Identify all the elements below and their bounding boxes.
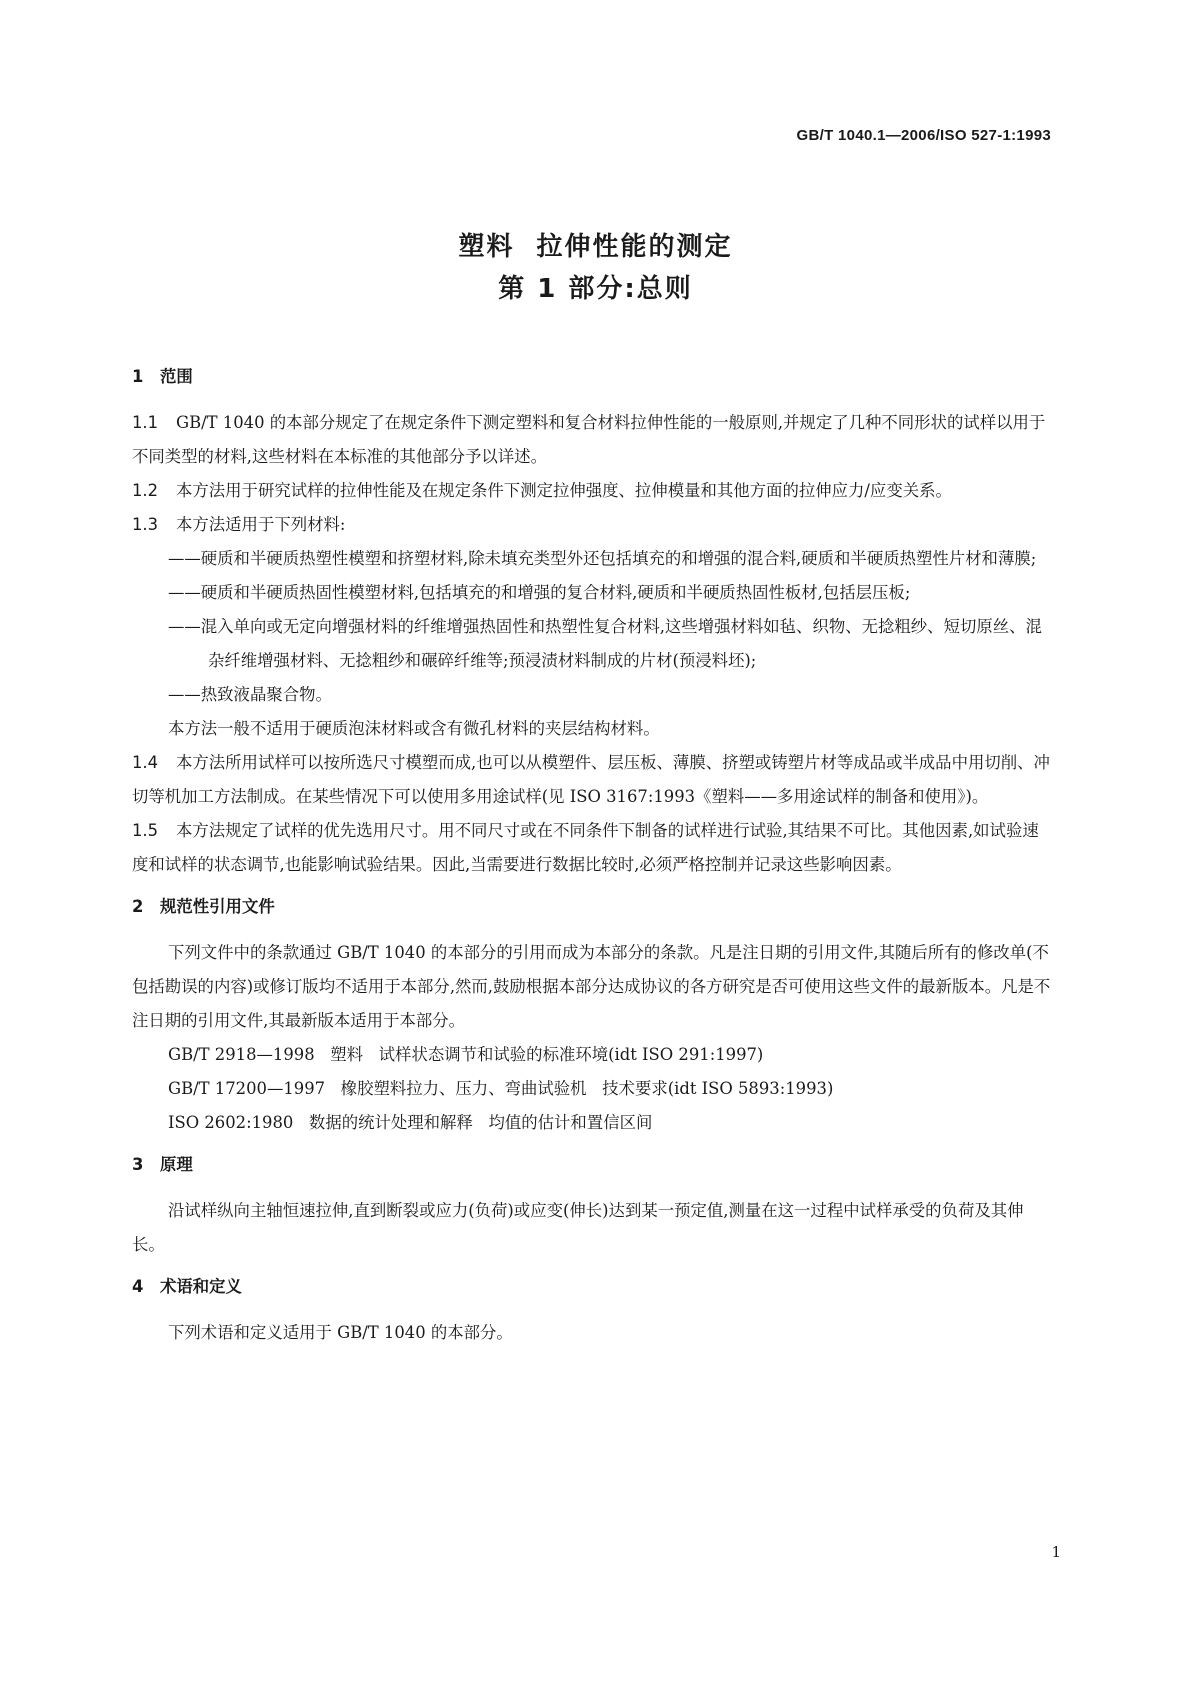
section-number: 3 xyxy=(132,1155,144,1174)
section-heading-normative-references xyxy=(132,890,1052,924)
section-heading-scope xyxy=(132,360,1052,394)
terms-text: 下列术语和定义适用于 GB/T 1040 的本部分。 xyxy=(168,1323,513,1342)
principle-text: 沿试样纵向主轴恒速拉伸,直到断裂或应力(负荷)或应变(伸长)达到某一预定值,测量在这一过程中试样承受的负荷及其伸长。 xyxy=(132,1201,1024,1254)
page-number: 1 xyxy=(1051,1543,1061,1561)
clause-number: 1.2 xyxy=(132,481,159,500)
clause-1-5 xyxy=(132,814,1052,882)
document-body xyxy=(132,360,1052,1350)
section-heading-principle xyxy=(132,1148,1052,1182)
clause-text: 本方法所用试样可以按所选尺寸模塑而成,也可以从模塑件、层压板、薄膜、挤塑或铸塑片材等成品或半成品中用切削、冲切等机加工方法制成。在某些情况下可以使用多用途试样(见 ISO 3167:1993《塑料——多用途试样的制备和使用》)。 xyxy=(132,753,1050,806)
list-item: ——热致液晶聚合物。 xyxy=(168,685,332,704)
list-item: ——硬质和半硬质热塑性模塑和挤塑材料,除未填充类型外还包括填充的和增强的混合料,硬质和半硬质热塑性片材和薄膜; xyxy=(168,549,1037,568)
section-number: 2 xyxy=(132,897,144,916)
clause-text: 本方法用于研究试样的拉伸性能及在规定条件下测定拉伸强度、拉伸模量和其他方面的拉伸应力/应变关系。 xyxy=(176,481,952,500)
clause-1-3 xyxy=(132,508,1052,542)
clause-number: 1.1 xyxy=(132,413,159,432)
clause-1-2 xyxy=(132,474,1052,508)
clause-number: 1.5 xyxy=(132,821,159,840)
references-intro: 下列文件中的条款通过 GB/T 1040 的本部分的引用而成为本部分的条款。凡是注日期的引用文件,其随后所有的修改单(不包括勘误的内容)或修订版均不适用于本部分,然而,鼓励根据本部分达成协议的各方研究是否可使用这些文件的最新版本。凡是不注日期的引用文件,其最新版本适用于本部分。 xyxy=(132,943,1051,1030)
section-title: 范围 xyxy=(160,367,193,386)
reference-item: GB/T 17200—1997 橡胶塑料拉力、压力、弯曲试验机 技术要求(idt ISO 5893:1993) xyxy=(168,1079,834,1098)
document-subtitle: 第 1 部分:总则 xyxy=(498,274,693,304)
section-number: 1 xyxy=(132,367,144,386)
clause-note: 本方法一般不适用于硬质泡沫材料或含有微孔材料的夹层结构材料。 xyxy=(168,719,660,738)
section-title: 术语和定义 xyxy=(160,1277,242,1296)
reference-item: ISO 2602:1980 数据的统计处理和解释 均值的估计和置信区间 xyxy=(168,1113,653,1132)
clause-number: 1.4 xyxy=(132,753,159,772)
standard-code: GB/T 1040.1—2006/ISO 527-1:1993 xyxy=(796,127,1051,144)
clause-text: 本方法规定了试样的优先选用尺寸。用不同尺寸或在不同条件下制备的试样进行试验,其结果不可比。其他因素,如试验速度和试样的状态调节,也能影响试验结果。因此,当需要进行数据比较时,必须严格控制并记录这些影响因素。 xyxy=(132,821,1039,874)
section-title: 规范性引用文件 xyxy=(160,897,275,916)
clause-1-4 xyxy=(132,746,1052,814)
section-title: 原理 xyxy=(160,1155,193,1174)
document-title: 塑料 拉伸性能的测定 xyxy=(458,232,733,262)
clause-text: 本方法适用于下列材料: xyxy=(176,515,346,534)
section-number: 4 xyxy=(132,1277,144,1296)
clause-text: GB/T 1040 的本部分规定了在规定条件下测定塑料和复合材料拉伸性能的一般原则,并规定了几种不同形状的试样以用于不同类型的材料,这些材料在本标准的其他部分予以详述。 xyxy=(132,413,1046,466)
section-heading-terms xyxy=(132,1270,1052,1304)
clause-1-1 xyxy=(132,406,1052,474)
list-item: ——硬质和半硬质热固性模塑材料,包括填充的和增强的复合材料,硬质和半硬质热固性板材,包括层压板; xyxy=(168,583,911,602)
reference-item: GB/T 2918—1998 塑料 试样状态调节和试验的标准环境(idt ISO 291:1997) xyxy=(168,1045,764,1064)
list-item: ——混入单向或无定向增强材料的纤维增强热固性和热塑性复合材料,这些增强材料如毡、织物、无捻粗纱、短切原丝、混杂纤维增强材料、无捻粗纱和碾碎纤维等;预浸渍材料制成的片材(预浸料坯); xyxy=(168,617,1042,670)
clause-number: 1.3 xyxy=(132,515,159,534)
